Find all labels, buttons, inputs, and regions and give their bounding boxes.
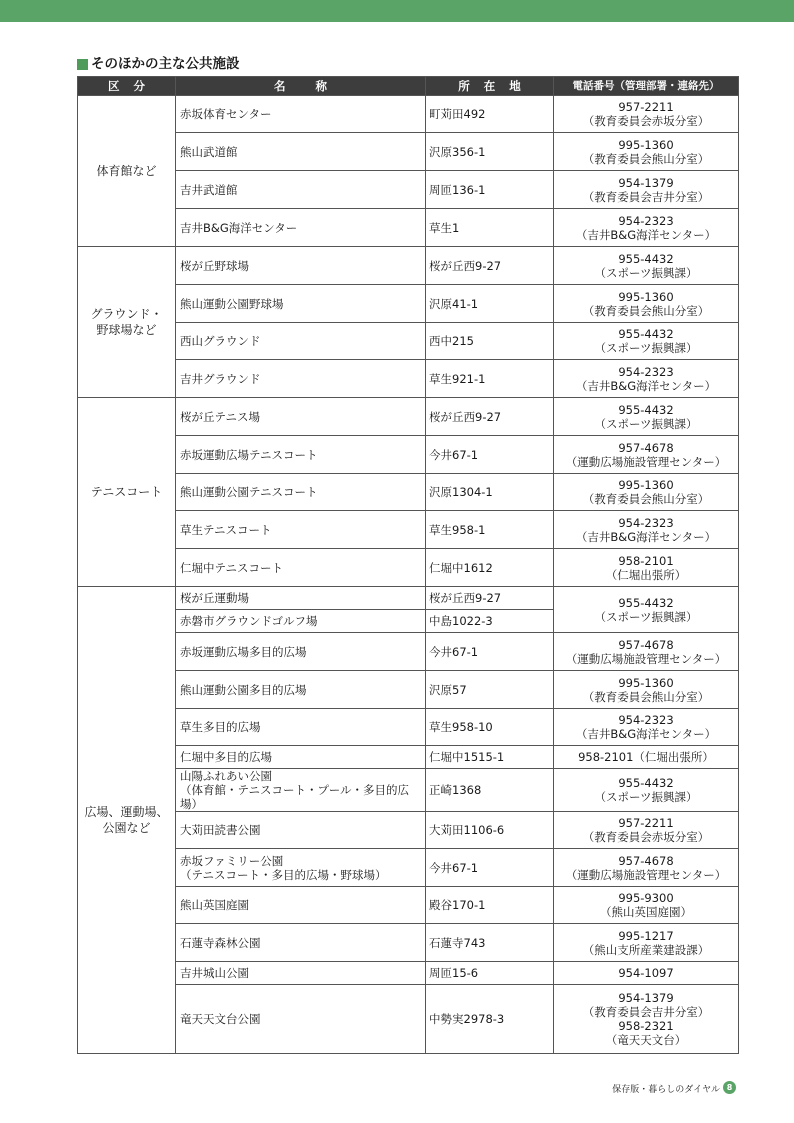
facility-name: 桜が丘運動場 bbox=[180, 591, 249, 605]
facility-name: 熊山武道館 bbox=[180, 144, 238, 159]
phone-department: （教育委員会熊山分室） bbox=[582, 492, 710, 506]
facility-name: 赤坂体育センター bbox=[180, 107, 272, 121]
facility-address: 今井67-1 bbox=[426, 436, 554, 474]
facility-address: 桜が丘西9-27 bbox=[426, 247, 554, 285]
table-row bbox=[78, 587, 739, 610]
category-cell bbox=[78, 96, 176, 247]
table-row bbox=[78, 133, 739, 171]
phone-department: （熊山英国庭園） bbox=[600, 905, 692, 919]
facility-phone-cell bbox=[554, 962, 739, 985]
facility-address: 西中215 bbox=[426, 323, 554, 360]
phone-number: 995-1360 bbox=[618, 478, 674, 492]
facility-name-cell bbox=[176, 962, 426, 985]
phone-number: 957-4678 bbox=[618, 853, 674, 868]
phone-department: （教育委員会熊山分室） bbox=[582, 151, 710, 166]
facility-phone-cell bbox=[554, 398, 739, 436]
facility-name: 吉井城山公園 bbox=[180, 966, 249, 980]
category-cell bbox=[78, 247, 176, 398]
category-label: グラウンド・ bbox=[90, 307, 163, 321]
facility-phone-cell bbox=[554, 360, 739, 398]
phone-department: （竜天天文台） bbox=[605, 1033, 687, 1047]
facility-address: 周匝15-6 bbox=[426, 962, 554, 985]
facility-name-cell bbox=[176, 133, 426, 171]
phone-department: （スポーツ振興課） bbox=[594, 416, 698, 431]
facility-name-cell bbox=[176, 549, 426, 587]
facility-name: （テニスコート・多目的広場・野球場） bbox=[180, 867, 387, 882]
facility-name-cell bbox=[176, 924, 426, 962]
facility-phone-cell bbox=[554, 924, 739, 962]
facility-name: 熊山運動公園野球場 bbox=[180, 296, 284, 311]
phone-department: （教育委員会熊山分室） bbox=[582, 689, 710, 704]
facility-address: 沢原356-1 bbox=[426, 133, 554, 171]
facility-name-cell bbox=[176, 436, 426, 474]
phone-department: （吉井B&G海洋センター） bbox=[575, 378, 717, 393]
facility-name: 山陽ふれあい公園 bbox=[180, 769, 272, 783]
facility-name-cell bbox=[176, 812, 426, 849]
table-row bbox=[78, 511, 739, 549]
facility-name: 桜が丘野球場 bbox=[180, 258, 249, 273]
table-row bbox=[78, 849, 739, 887]
facility-phone-cell bbox=[554, 171, 739, 209]
table-row bbox=[78, 812, 739, 849]
facility-name-cell bbox=[176, 96, 426, 133]
facility-name-cell bbox=[176, 746, 426, 769]
facility-address: 中島1022-3 bbox=[426, 610, 554, 633]
phone-number: 954-1379 bbox=[618, 175, 674, 190]
table-row bbox=[78, 549, 739, 587]
facilities-table bbox=[77, 76, 739, 1054]
facility-phone-cell bbox=[554, 285, 739, 323]
header-category: 区分 bbox=[78, 77, 176, 96]
phone-department: （スポーツ振興課） bbox=[594, 609, 698, 624]
facility-name: 大苅田読書公園 bbox=[180, 823, 261, 837]
facility-name-cell bbox=[176, 709, 426, 746]
facility-name-cell bbox=[176, 360, 426, 398]
facility-name-cell bbox=[176, 323, 426, 360]
table-row bbox=[78, 746, 739, 769]
table-row bbox=[78, 924, 739, 962]
category-cell bbox=[78, 587, 176, 1054]
phone-department: （仁堀出張所） bbox=[605, 567, 687, 582]
phone-number: 957-2211 bbox=[618, 816, 674, 830]
facility-phone-cell bbox=[554, 985, 739, 1054]
facility-name-cell bbox=[176, 769, 426, 812]
section-title-text: そのほかの主な公共施設 bbox=[91, 56, 240, 72]
footer-text: 保存版・暮らしのダイヤル bbox=[612, 1085, 720, 1095]
facility-address: 周匝136-1 bbox=[426, 171, 554, 209]
facility-phone-cell bbox=[554, 709, 739, 746]
facility-name-cell bbox=[176, 849, 426, 887]
table-body bbox=[78, 96, 739, 1054]
facility-name-cell bbox=[176, 610, 426, 633]
facility-name: 吉井B&G海洋センター bbox=[180, 220, 298, 235]
facility-address: 町苅田492 bbox=[426, 96, 554, 133]
facility-name: 草生多目的広場 bbox=[180, 720, 261, 734]
phone-department: （吉井B&G海洋センター） bbox=[575, 227, 717, 242]
table-row bbox=[78, 887, 739, 924]
facility-name: 熊山運動公園多目的広場 bbox=[180, 682, 307, 697]
facility-address: 桜が丘西9-27 bbox=[426, 398, 554, 436]
facility-address: 殿谷170-1 bbox=[426, 887, 554, 924]
phone-department: （教育委員会吉井分室） bbox=[582, 189, 710, 204]
table-row bbox=[78, 962, 739, 985]
facility-phone-cell bbox=[554, 812, 739, 849]
facility-name-cell bbox=[176, 511, 426, 549]
phone-number: 954-2323 bbox=[618, 213, 674, 228]
phone-number: 957-2211 bbox=[618, 100, 674, 114]
phone-number: 955-4432 bbox=[618, 595, 674, 610]
facility-phone-cell bbox=[554, 746, 739, 769]
facility-name: 西山グラウンド bbox=[180, 334, 261, 348]
header-address: 所在地 bbox=[426, 77, 554, 96]
facility-name-cell bbox=[176, 671, 426, 709]
phone-number: 995-9300 bbox=[618, 891, 674, 905]
facility-phone-cell bbox=[554, 323, 739, 360]
phone-number: 957-4678 bbox=[618, 637, 674, 652]
phone-number: 995-1217 bbox=[618, 928, 674, 943]
facility-phone-cell bbox=[554, 96, 739, 133]
facility-name: 熊山英国庭園 bbox=[180, 898, 249, 912]
facility-name: 赤坂運動広場テニスコート bbox=[180, 447, 318, 462]
facility-address: 正崎1368 bbox=[426, 769, 554, 812]
category-label: テニスコート bbox=[90, 485, 163, 499]
facility-phone-cell bbox=[554, 671, 739, 709]
facility-phone-cell bbox=[554, 849, 739, 887]
table-row bbox=[78, 285, 739, 323]
phone-department: （吉井B&G海洋センター） bbox=[575, 529, 717, 544]
facility-name-cell bbox=[176, 247, 426, 285]
facility-name: 石蓮寺森林公園 bbox=[180, 935, 261, 950]
facility-phone-cell bbox=[554, 133, 739, 171]
phone-number: 958-2101（仁堀出張所） bbox=[578, 750, 714, 764]
facility-name: 桜が丘テニス場 bbox=[180, 409, 261, 424]
facility-phone-cell bbox=[554, 209, 739, 247]
table-row bbox=[78, 436, 739, 474]
header-phone: 電話番号（管理部署・連絡先） bbox=[554, 77, 739, 96]
facility-address: 大苅田1106-6 bbox=[426, 812, 554, 849]
phone-department: （運動広場施設管理センター） bbox=[565, 651, 727, 666]
facility-name: 仁堀中テニスコート bbox=[180, 560, 284, 575]
phone-department: （教育委員会熊山分室） bbox=[582, 303, 710, 318]
table-row bbox=[78, 398, 739, 436]
category-label: 広場、運動場、 bbox=[84, 805, 169, 819]
facility-address: 沢原41-1 bbox=[426, 285, 554, 323]
facility-name-cell bbox=[176, 285, 426, 323]
table-row bbox=[78, 985, 739, 1054]
facility-name-cell bbox=[176, 209, 426, 247]
facility-name: 赤坂ファミリー公園 bbox=[180, 853, 284, 868]
category-cell bbox=[78, 398, 176, 587]
facility-name-cell bbox=[176, 985, 426, 1054]
phone-department: （教育委員会吉井分室） bbox=[582, 1005, 710, 1019]
phone-number: 958-2101 bbox=[618, 553, 674, 568]
table-row bbox=[78, 633, 739, 671]
phone-department: （熊山支所産業建設課） bbox=[582, 942, 710, 957]
phone-number: 954-2323 bbox=[618, 364, 674, 379]
facility-address: 仁堀中1515-1 bbox=[426, 746, 554, 769]
facility-name-cell bbox=[176, 887, 426, 924]
facility-name: 仁堀中多目的広場 bbox=[180, 750, 272, 764]
phone-department: （スポーツ振興課） bbox=[594, 265, 698, 280]
facility-address: 沢原57 bbox=[426, 671, 554, 709]
table-row bbox=[78, 360, 739, 398]
phone-number: 954-2323 bbox=[618, 515, 674, 530]
table-row bbox=[78, 671, 739, 709]
phone-number: 955-4432 bbox=[618, 776, 674, 790]
table-row bbox=[78, 323, 739, 360]
facility-name-cell bbox=[176, 587, 426, 610]
category-label: 体育館など bbox=[96, 164, 157, 178]
facility-address: 草生921-1 bbox=[426, 360, 554, 398]
phone-number: 995-1360 bbox=[618, 675, 674, 690]
phone-department: （運動広場施設管理センター） bbox=[565, 867, 727, 882]
facility-phone-cell bbox=[554, 436, 739, 474]
facility-name: 赤坂運動広場多目的広場 bbox=[180, 644, 307, 659]
header-name: 名称 bbox=[176, 77, 426, 96]
section-title bbox=[77, 55, 240, 73]
table-row bbox=[78, 247, 739, 285]
facility-address: 沢原1304-1 bbox=[426, 474, 554, 511]
phone-department: （教育委員会赤坂分室） bbox=[582, 114, 710, 128]
facility-name: 草生テニスコート bbox=[180, 522, 272, 537]
facility-address: 中勢実2978-3 bbox=[426, 985, 554, 1054]
phone-department: （スポーツ振興課） bbox=[594, 790, 698, 804]
phone-number: 995-1360 bbox=[618, 289, 674, 304]
category-label: 公園など bbox=[102, 821, 151, 835]
phone-number: 954-1379 bbox=[618, 991, 674, 1005]
phone-number: 954-1097 bbox=[618, 966, 674, 980]
table-row bbox=[78, 709, 739, 746]
facility-name: （体育館・テニスコート・プール・多目的広場） bbox=[180, 783, 409, 811]
facility-name-cell bbox=[176, 474, 426, 511]
table-row bbox=[78, 209, 739, 247]
facility-name: 吉井武道館 bbox=[180, 182, 238, 197]
phone-department: （運動広場施設管理センター） bbox=[565, 454, 727, 469]
table-row bbox=[78, 96, 739, 133]
facility-phone-cell bbox=[554, 633, 739, 671]
facility-address: 草生1 bbox=[426, 209, 554, 247]
phone-department: （スポーツ振興課） bbox=[594, 341, 698, 355]
facility-phone-cell bbox=[554, 474, 739, 511]
facility-address: 今井67-1 bbox=[426, 849, 554, 887]
facility-address: 草生958-10 bbox=[426, 709, 554, 746]
facility-address: 草生958-1 bbox=[426, 511, 554, 549]
phone-department: （吉井B&G海洋センター） bbox=[575, 727, 717, 741]
facility-phone-cell bbox=[554, 549, 739, 587]
table-row bbox=[78, 474, 739, 511]
facility-name-cell bbox=[176, 398, 426, 436]
phone-number: 957-4678 bbox=[618, 440, 674, 455]
facility-name: 吉井グラウンド bbox=[180, 371, 261, 386]
facility-address: 桜が丘西9-27 bbox=[426, 587, 554, 610]
facility-phone-cell bbox=[554, 511, 739, 549]
category-label: 野球場など bbox=[96, 323, 157, 337]
phone-number: 958-2321 bbox=[618, 1019, 674, 1033]
page-number-badge: 8 bbox=[723, 1081, 736, 1094]
table-row bbox=[78, 171, 739, 209]
facility-name: 赤磐市グラウンドゴルフ場 bbox=[180, 614, 318, 628]
facility-phone-cell bbox=[554, 887, 739, 924]
facility-name: 熊山運動公園テニスコート bbox=[180, 485, 318, 499]
facility-address: 石蓮寺743 bbox=[426, 924, 554, 962]
table-header-row bbox=[78, 77, 739, 96]
table-row bbox=[78, 769, 739, 812]
facility-name-cell bbox=[176, 171, 426, 209]
facility-name-cell bbox=[176, 633, 426, 671]
title-square-icon bbox=[77, 59, 88, 70]
facility-phone-cell bbox=[554, 247, 739, 285]
phone-number: 995-1360 bbox=[618, 137, 674, 152]
facility-phone-cell bbox=[554, 769, 739, 812]
phone-number: 955-4432 bbox=[618, 327, 674, 341]
phone-number: 955-4432 bbox=[618, 402, 674, 417]
facility-address: 仁堀中1612 bbox=[426, 549, 554, 587]
top-green-bar bbox=[0, 0, 794, 22]
facility-name: 竜天天文台公園 bbox=[180, 1012, 261, 1026]
facility-phone-cell bbox=[554, 587, 739, 633]
phone-number: 955-4432 bbox=[618, 251, 674, 266]
phone-number: 954-2323 bbox=[618, 713, 674, 727]
phone-department: （教育委員会赤坂分室） bbox=[582, 830, 710, 844]
facility-address: 今井67-1 bbox=[426, 633, 554, 671]
